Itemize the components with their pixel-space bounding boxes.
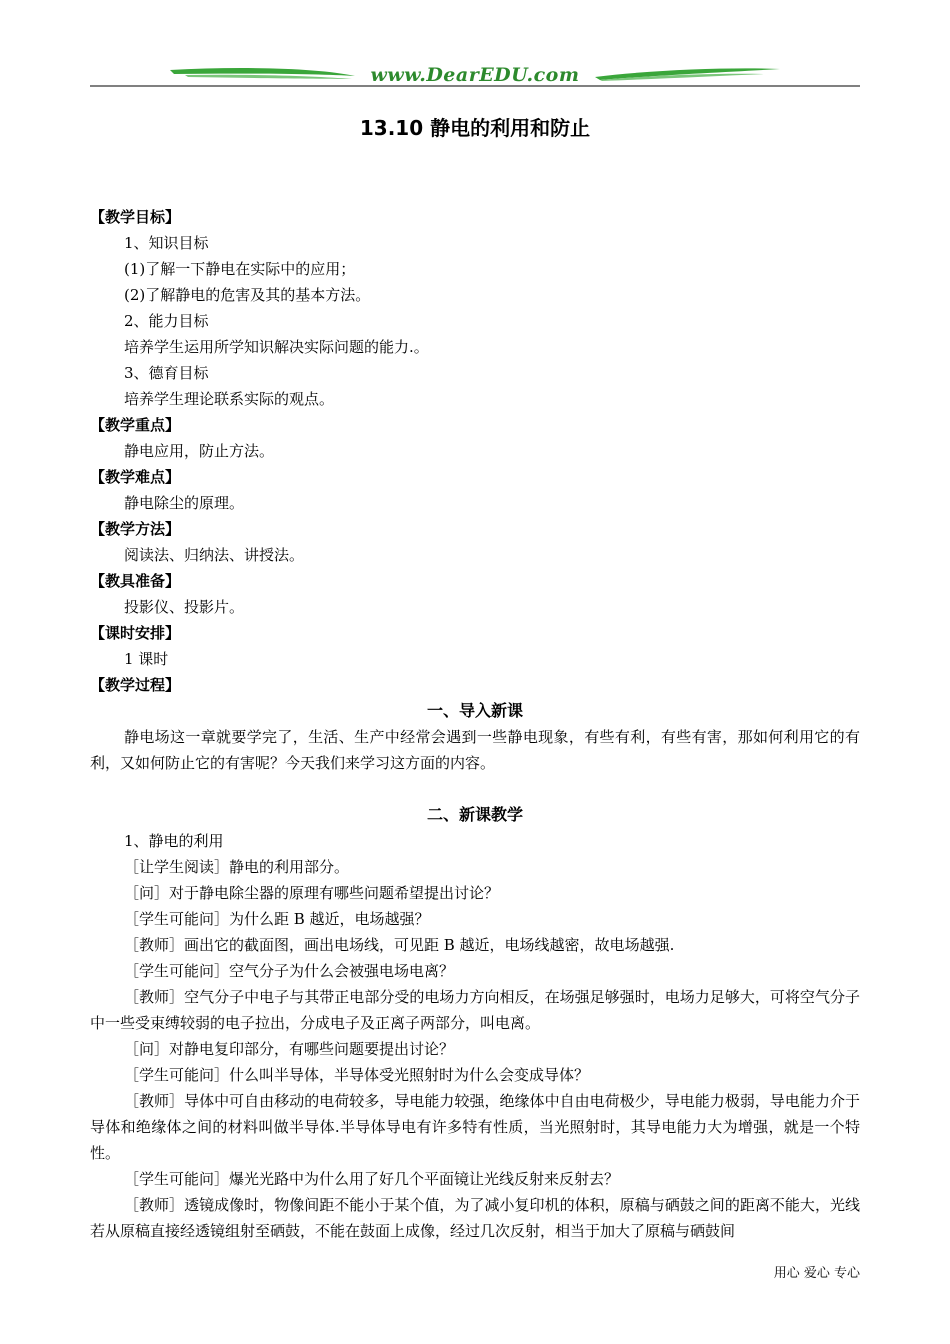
text-line: ［学生可能问］为什么距 B 越近，电场越强？ [124,910,430,928]
paragraph: ［教师］空气分子中电子与其带正电部分受的电场力方向相反，在场强足够强时，电场力足够大，可将空气分子中一些受束缚较弱的电子拉出，分成电子及正离子两部分，叫电离。 [90,988,860,1032]
text-line: ［让学生阅读］静电的利用部分。 [124,858,350,876]
text-line: 1 课时 [124,650,169,668]
footer-slogan: 用心 爱心 专心 [773,1266,860,1281]
section-heading: 【教学重点】 [90,416,181,434]
section-heading: 【教学过程】 [90,676,181,694]
text-line: ［问］对于静电除尘器的原理有哪些问题希望提出讨论？ [124,884,500,902]
paragraph: ［教师］导体中可自由移动的电荷较多，导电能力较强，绝缘体中自由电荷极少，导电能力极弱，导电能力介于导体和绝缘体之间的材料叫做半导体.半导体导电有许多特有性质，当光照射时，其导电能力大为增强，就是一个特性。 [90,1092,860,1162]
text-line: 静电除尘的原理。 [124,494,245,512]
text-line: 静电应用，防止方法。 [124,442,275,460]
text-line: 1、知识目标 [124,234,209,252]
text-line: ［教师］画出它的截面图，画出电场线，可见距 B 越近，电场线越密，故电场越强. [124,936,675,954]
paragraph: 静电场这一章就要学完了，生活、生产中经常会遇到一些静电现象，有些有利，有些有害，那如何利用它的有利，又如何防止它的有害呢？今天我们来学习这方面的内容。 [90,728,860,772]
header-banner [90,62,860,92]
section-heading: 【教具准备】 [90,572,181,590]
spacer [90,776,860,802]
text-line: 2、能力目标 [124,312,209,330]
logo-text[interactable]: www.DearEDU.com [370,64,580,86]
text-line: 阅读法、归纳法、讲授法。 [124,546,305,564]
text-line: ［学生可能问］什么叫半导体，半导体受光照射时为什么会变成导体？ [124,1066,590,1084]
section-heading: 【课时安排】 [90,624,181,642]
section-heading: 【教学目标】 [90,208,181,226]
document-body [90,204,860,1244]
text-line: ［学生可能问］空气分子为什么会被强电场电离？ [124,962,455,980]
page-title: 13.10 静电的利用和防止 [359,116,591,140]
text-line: 投影仪、投影片。 [124,598,245,616]
part-heading: 一、导入新课 [426,701,523,720]
text-line: ［学生可能问］爆光光路中为什么用了好几个平面镜让光线反射来反射去？ [124,1170,620,1188]
section-heading: 【教学方法】 [90,520,181,538]
text-line: (1)了解一下静电在实际中的应用； [124,260,356,278]
text-line: (2)了解静电的危害及其的基本方法。 [124,286,371,304]
text-line: 培养学生理论联系实际的观点。 [124,390,335,408]
text-line: 1、静电的利用 [124,832,224,850]
text-line: 3、德育目标 [124,364,209,382]
paragraph: ［教师］透镜成像时，物像间距不能小于某个值，为了减小复印机的体积，原稿与硒鼓之间的距离不能大，光线若从原稿直接经透镜组射至硒鼓，不能在鼓面上成像，经过几次反射，相当于加大了原稿与硒鼓间 [90,1196,860,1240]
section-heading: 【教学难点】 [90,468,181,486]
part-heading: 二、新课教学 [426,805,523,824]
text-line: ［问］对静电复印部分，有哪些问题要提出讨论？ [124,1040,455,1058]
text-line: 培养学生运用所学知识解决实际问题的能力.。 [124,338,429,356]
